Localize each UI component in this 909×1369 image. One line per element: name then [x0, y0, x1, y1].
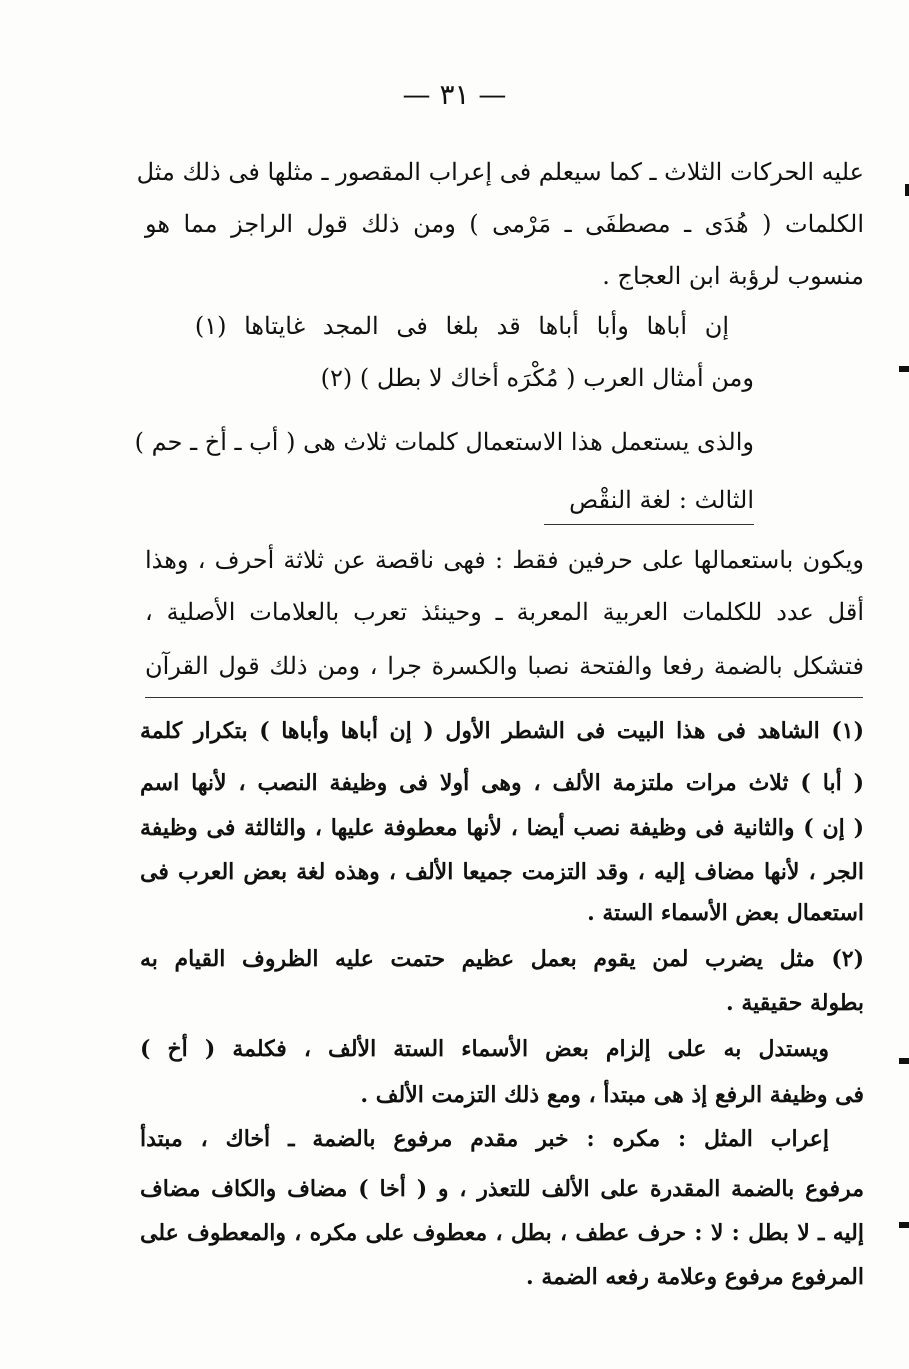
verse-line: إن أباها وأبا أباها قد بلغا فى المجد غايتاها (١)	[194, 312, 729, 340]
usage-line: والذى يستعمل هذا الاستعمال كلمات ثلاث هى ( أب ـ أخ ـ حم )	[134, 428, 754, 456]
section-heading: الثالث : لغة النقْص	[569, 486, 754, 514]
footnote-separator	[145, 697, 863, 698]
scan-edge-mark	[905, 184, 909, 196]
footnote-line: ( إن ) والثانية فى وظيفة نصب أيضا ، لأنها معطوفة عليها ، والثالثة فى وظيفة	[140, 815, 864, 841]
proverb-line: ومن أمثال العرب ( مُكْرَه أخاك لا بطل ) (٢)	[320, 364, 754, 392]
scan-edge-mark	[899, 1222, 909, 1228]
body-line: الكلمات ( هُدَى ـ مصطفَى ـ مَرْمى ) ومن ذلك قول الراجز مما هو	[145, 210, 864, 238]
body-line: أقل عدد للكلمات العربية المعربة ـ وحينئذ تعرب بالعلامات الأصلية ،	[145, 598, 864, 626]
heading-underline	[544, 524, 754, 525]
body-line: عليه الحركات الثلاث ـ كما سيعلم فى إعراب المقصور ـ مثلها فى ذلك مثل	[136, 158, 864, 186]
footnote-line: مرفوع بالضمة المقدرة على الألف للتعذر ، و ( أخا ) مضاف والكاف مضاف	[140, 1176, 864, 1202]
footnote-line: (٢) مثل يضرب لمن يقوم بعمل عظيم حتمت عليه الظروف القيام به	[140, 946, 864, 972]
footnote-line: الجر ، لأنها مضاف إليه ، وقد التزمت جميعا الألف ، وهذه لغة بعض العرب فى	[140, 859, 864, 885]
scan-edge-mark	[899, 366, 909, 372]
footnote-line: ( أبا ) ثلاث مرات ملتزمة الألف ، وهى أولا فى وظيفة النصب ، لأنها اسم	[140, 770, 864, 796]
body-line: ويكون باستعمالها على حرفين فقط : فهى ناقصة عن ثلاثة أحرف ، وهذا	[145, 546, 864, 574]
footnote-line: إعراب المثل : مكره : خبر مقدم مرفوع بالضمة ـ أخاك ، مبتدأ	[140, 1126, 829, 1152]
page-number: — ٣١ —	[402, 78, 507, 111]
footnote-line: استعمال بعض الأسماء الستة .	[587, 900, 864, 926]
footnote-line: المرفوع مرفوع وعلامة رفعه الضمة .	[526, 1264, 864, 1290]
footnote-line: (١) الشاهد فى هذا البيت فى الشطر الأول ( إن أباها وأباها ) بتكرار كلمة	[140, 718, 864, 744]
footnote-line: إليه ـ لا بطل : لا : حرف عطف ، بطل ، معطوف على مكره ، والمعطوف على	[140, 1220, 864, 1246]
body-line: منسوب لرؤبة ابن العجاج .	[602, 262, 864, 290]
scan-edge-mark	[899, 1058, 909, 1064]
body-line: فتشكل بالضمة رفعا والفتحة نصبا والكسرة جرا ، ومن ذلك قول القرآن	[145, 652, 865, 680]
footnote-line: بطولة حقيقية .	[726, 990, 864, 1016]
footnote-line: فى وظيفة الرفع إذ هى مبتدأ ، ومع ذلك التزمت الألف .	[360, 1082, 864, 1108]
footnote-line: ويستدل به على إلزام بعض الأسماء الستة الألف ، فكلمة ( أخ )	[140, 1036, 829, 1062]
